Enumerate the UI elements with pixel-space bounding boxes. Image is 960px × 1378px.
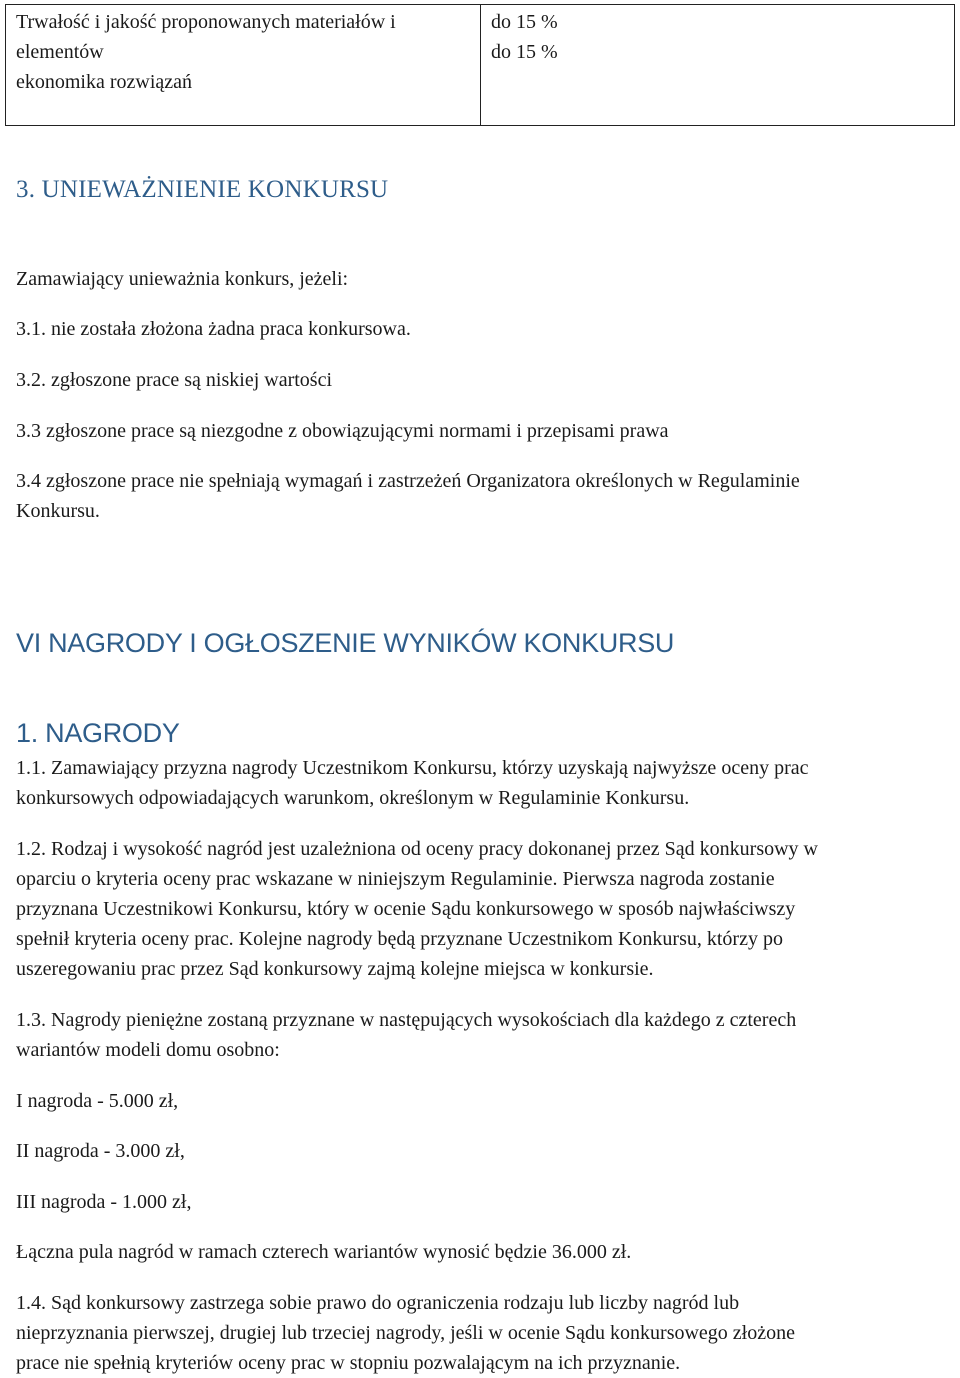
paragraph-1-4: [16, 1288, 946, 1378]
weight-value: do 15 %: [491, 11, 558, 33]
weight-cell: [481, 5, 955, 126]
criteria-table: [5, 4, 955, 126]
paragraph-line: 1.3. Nagrody pieniężne zostaną przyznane w następujących wysokościach dla każdego z czterech: [16, 1009, 797, 1031]
paragraph-1-1: [16, 753, 946, 813]
weight-value: do 15 %: [491, 41, 558, 63]
table-row: [6, 5, 955, 126]
paragraph-line: spełnił kryteria oceny prac. Kolejne nagrody będą przyznane Uczestnikom Konkursu, którzy po: [16, 928, 783, 950]
paragraph-line: nieprzyznania pierwszej, drugiej lub trzeciej nagrody, jeśli w ocenie Sądu konkursowego złożone: [16, 1322, 795, 1344]
criteria-label: ekonomika rozwiązań: [16, 71, 193, 93]
paragraph-line: oparciu o kryteria oceny prac wskazane w niniejszym Regulaminie. Pierwsza nagroda zostanie: [16, 868, 775, 890]
list-item: 3.1. nie została złożona żadna praca konkursowa.: [16, 318, 411, 340]
prize-pool-total: Łączna pula nagród w ramach czterech wariantów wynosić będzie 36.000 zł.: [16, 1241, 632, 1263]
paragraph-line: 1.1. Zamawiający przyzna nagrody Uczestnikom Konkursu, którzy uzyskają najwyższe oceny prac: [16, 757, 809, 779]
paragraph-line: przyznana Uczestnikowi Konkursu, który w ocenie Sądu konkursowego w sposób najwłaściwszy: [16, 898, 796, 920]
prize-second: II nagroda - 3.000 zł,: [16, 1140, 185, 1162]
list-item: 3.4 zgłoszone prace nie spełniają wymagań i zastrzeżeń Organizatora określonych w Regulaminie: [16, 470, 800, 492]
prize-third: III nagroda - 1.000 zł,: [16, 1191, 192, 1213]
criteria-label: elementów: [16, 41, 104, 63]
list-item: 3.3 zgłoszone prace są niezgodne z obowiązującymi normami i przepisami prawa: [16, 420, 669, 442]
criteria-label: Trwałość i jakość proponowanych materiałów i: [16, 11, 396, 33]
section-intro: Zamawiający unieważnia konkurs, jeżeli:: [16, 268, 349, 290]
list-item: 3.2. zgłoszone prace są niskiej wartości: [16, 369, 333, 391]
paragraph-line: 1.2. Rodzaj i wysokość nagród jest uzależniona od oceny pracy dokonanej przez Sąd konkursowy w: [16, 838, 819, 860]
paragraph-line: wariantów modeli domu osobno:: [16, 1039, 280, 1061]
paragraph-1-2: [16, 834, 946, 984]
paragraph-line: konkursowych odpowiadających warunkom, określonym w Regulaminie Konkursu.: [16, 787, 690, 809]
list-item-continuation: Konkursu.: [16, 500, 100, 522]
paragraph-line: prace nie spełnią kryteriów oceny prac w stopniu pozwalającym na ich przyznanie.: [16, 1352, 681, 1374]
prize-first: I nagroda - 5.000 zł,: [16, 1090, 179, 1112]
paragraph-line: 1.4. Sąd konkursowy zastrzega sobie prawo do ograniczenia rodzaju lub liczby nagród lub: [16, 1292, 740, 1314]
section-heading-invalidation: 3. UNIEWAŻNIENIE KONKURSU: [16, 176, 389, 203]
criteria-cell: [6, 5, 481, 126]
section-heading-prizes: VI NAGRODY I OGŁOSZENIE WYNIKÓW KONKURSU: [16, 628, 675, 658]
sub-heading-nagrody: 1. NAGRODY: [16, 718, 180, 748]
paragraph-line: uszeregowaniu prac przez Sąd konkursowy zajmą kolejne miejsca w konkursie.: [16, 958, 654, 980]
paragraph-1-3: [16, 1005, 946, 1065]
